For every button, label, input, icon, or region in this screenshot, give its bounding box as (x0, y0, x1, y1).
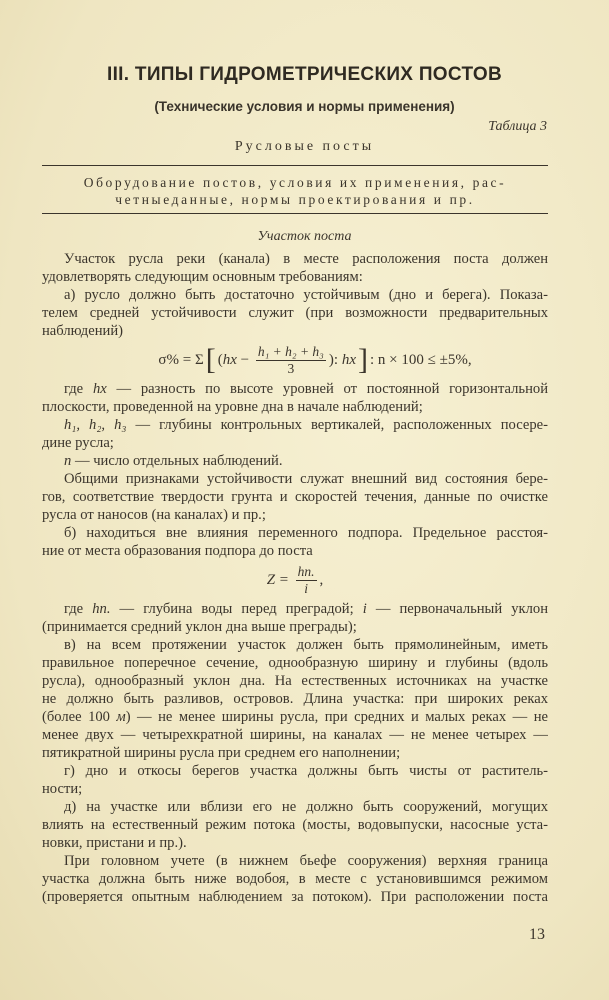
math-symbol: h₁, h₂, h₃ (64, 417, 127, 433)
text-run: г) дно и откосы берегов участка должны быть чисты от раститель- (64, 763, 548, 779)
fraction-numerator: hп. (297, 563, 315, 579)
bracket-open: [ (205, 343, 216, 376)
paren-open: ( (217, 351, 223, 368)
text-line (42, 268, 548, 286)
fraction-numerator: h₁ + h₂ + h₃ (257, 343, 324, 359)
text-run: — первоначальный уклон (366, 601, 548, 617)
formula-lhs: σ% = Σ (158, 351, 204, 368)
text-line (42, 506, 548, 524)
text-line (42, 470, 548, 488)
formula-tail: , (319, 571, 324, 588)
chapter-title: III. ТИПЫ ГИДРОМЕТРИЧЕСКИХ ПОСТОВ (107, 64, 502, 85)
text-line (42, 780, 548, 798)
text-run: ) — не менее ширины русла, при средних и малых реках — не (125, 709, 548, 725)
text-run: наблюдений) (42, 323, 123, 339)
fraction-denominator: i (304, 580, 308, 596)
text-line (42, 542, 548, 560)
bracket-close: ] (357, 343, 368, 376)
text-line (42, 672, 548, 690)
page-number: 13 (529, 926, 545, 943)
minus-sign: − (236, 351, 253, 368)
text-line (42, 708, 548, 726)
math-symbol: м (116, 709, 126, 725)
text-run: в) на всем протяжении участок должен быть прямолинейным, иметь (64, 637, 548, 653)
formula-tail: : n × 100 ≤ ±5%, (369, 351, 472, 368)
text-run: дине русла; (42, 435, 114, 451)
distance-fraction (296, 564, 317, 597)
hx-symbol-2: hx (341, 351, 356, 368)
text-run: — глубины контрольных вертикалей, расположенных посере- (126, 417, 548, 433)
text-line (42, 726, 548, 744)
text-run: Участок русла реки (канала) в месте расположения поста должен (64, 251, 548, 267)
table-top-rule (42, 165, 548, 166)
text-line (42, 398, 548, 416)
backwater-distance-formula (42, 562, 548, 598)
after-fraction: ): (328, 351, 342, 368)
text-run: новки, пристани и пр.). (42, 835, 187, 851)
text-line (42, 380, 548, 398)
mean-depth-fraction (256, 344, 326, 377)
text-line (42, 798, 548, 816)
text-line (42, 834, 548, 852)
fraction-denominator: 3 (287, 360, 295, 376)
column-header-bottom-rule (42, 213, 548, 214)
text-line (42, 452, 548, 470)
text-line (42, 304, 548, 322)
hx-symbol: hx (222, 351, 237, 368)
text-run: плоскости, проведенной на уровне дна в начале наблюдений; (42, 399, 423, 415)
text-line (42, 618, 548, 636)
text-line (42, 762, 548, 780)
text-line (42, 870, 548, 888)
text-run: Общими признаками устойчивости служат внешний вид состояния бере- (64, 471, 548, 487)
table-title: Русловые посты (234, 139, 375, 154)
text-run: При головном учете (в нижнем бьефе сооружения) верхняя граница (64, 853, 548, 869)
table-label: Таблица 3 (488, 119, 547, 134)
text-run: русла), однообразный уклон дна. На естественных источниках на участке (42, 673, 548, 689)
text-line (42, 654, 548, 672)
text-run: русла от наносов (на каналах) и пр.; (42, 507, 266, 523)
text-run: влиять на естественный режим потока (мосты, водовыпуски, насосные уста- (42, 817, 548, 833)
column-header-line-1: Оборудование постов, условия их применения, рас- (83, 175, 507, 190)
text-run: — глубина воды перед преградой; (110, 601, 363, 617)
text-line (42, 636, 548, 654)
text-line (42, 250, 548, 268)
text-run: где (64, 601, 93, 617)
stability-formula (82, 340, 548, 380)
text-line (42, 888, 548, 906)
section-title: Участок поста (257, 229, 352, 244)
text-run: — разность по высоте уровней от постоянной горизонтальной (106, 381, 548, 397)
text-run: телем средней устойчивости служит (при возможности предварительных (42, 305, 548, 321)
body-text (42, 250, 548, 906)
text-run: гов, соответствие твердости грунта и скоростей течения, данные по очистке (42, 489, 548, 505)
text-line (42, 816, 548, 834)
text-run: удовлетворять следующим основным требованиям: (42, 269, 363, 285)
text-run: — число отдельных наблюдений. (71, 453, 283, 469)
text-line (42, 488, 548, 506)
text-line (42, 416, 548, 434)
text-run: пятикратной ширины русла при среднем его наполнении; (42, 745, 401, 761)
text-line (42, 434, 548, 452)
math-symbol: hx (92, 381, 107, 397)
text-line (42, 690, 548, 708)
text-run: где (64, 381, 93, 397)
chapter-subtitle: (Технические условия и нормы применения) (154, 99, 455, 114)
text-run: а) русло должно быть достаточно устойчивым (дно и берега). Показа- (64, 287, 548, 303)
text-run: б) находиться вне влияния переменного подпора. Предельное расстоя- (64, 525, 548, 541)
text-run: ние от места образования подпора до поста (42, 543, 313, 559)
text-run: д) на участке или вблизи его не должно быть сооружений, могущих (64, 799, 548, 815)
text-line (42, 322, 548, 340)
text-run: не должно быть разливов, островов. Длина участка: при широких реках (42, 691, 548, 707)
text-run: менее двух — четырехкратной ширины, на каналах — не менее четырех — (42, 727, 548, 743)
math-symbol: n (64, 453, 72, 469)
math-symbol: i (362, 601, 367, 617)
text-run: (более 100 (42, 709, 117, 725)
text-run: ности; (42, 781, 83, 797)
text-line (42, 600, 548, 618)
text-line (42, 524, 548, 542)
text-run: (проверяется опытным наблюдением за потоком). При расположении поста (42, 889, 548, 905)
text-line (42, 286, 548, 304)
text-line (42, 744, 548, 762)
text-run: правильное поперечное сечение, однообразную ширину и глубины (вдоль (42, 655, 548, 671)
math-symbol: hп. (92, 601, 111, 617)
text-line (42, 852, 548, 870)
text-run: участка должна быть ниже водобоя, в месте с установившимся режимом (42, 871, 548, 887)
formula-lhs: Z = (266, 571, 293, 588)
text-run: (принимается средний уклон дна выше преграды); (42, 619, 357, 635)
column-header-line-2: четныеданные, нормы проектирования и пр. (115, 192, 475, 207)
